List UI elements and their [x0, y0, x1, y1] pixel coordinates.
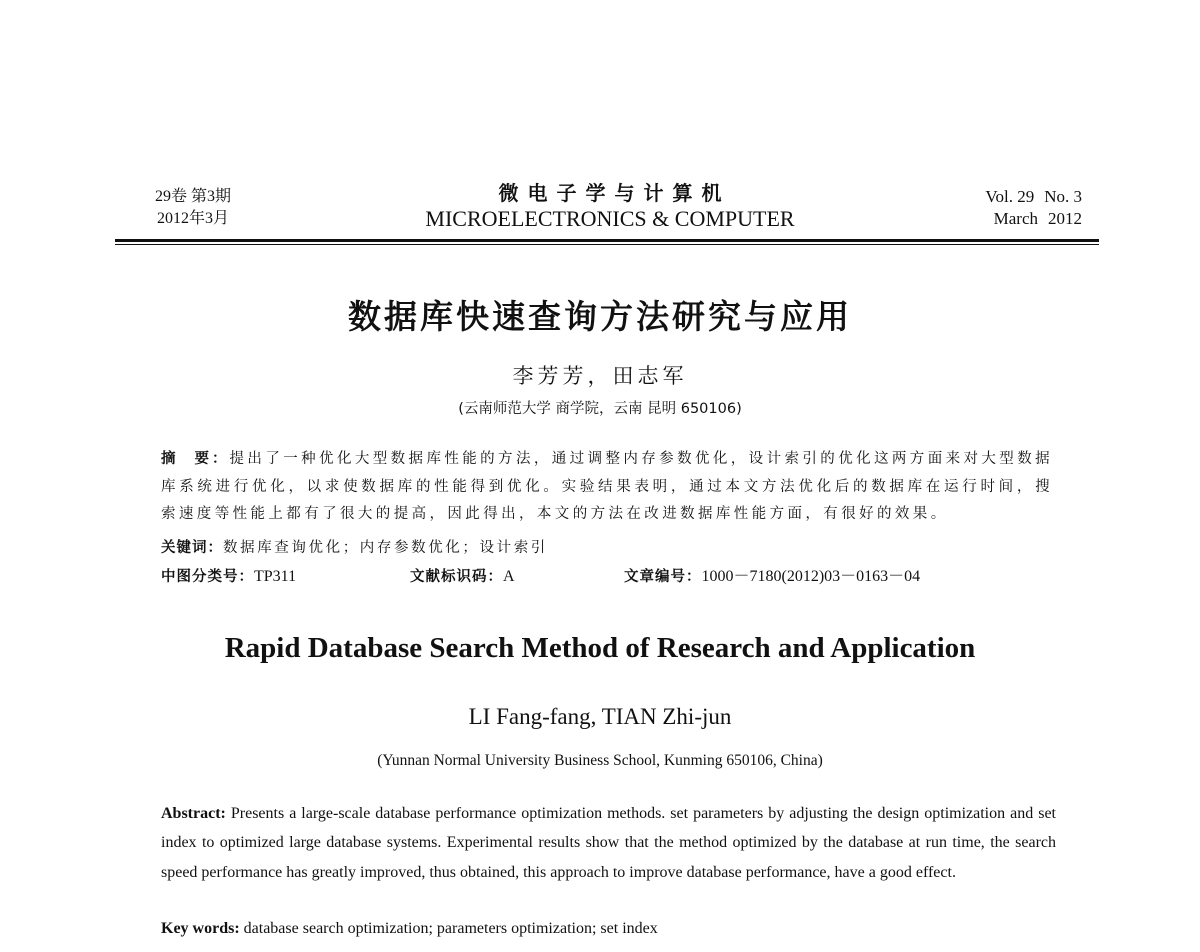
header-rule-thin [115, 244, 1099, 245]
volume-en: Vol. 29 [985, 187, 1035, 206]
clc-number [161, 566, 296, 588]
date-cn: 2012年3月 [156, 210, 229, 227]
clc-value: TP311 [254, 568, 297, 585]
article-number-value: 1000－7180(2012)03－0163－04 [701, 568, 921, 585]
keywords-text-en: database search optimization; parameters optimization; set index [239, 920, 658, 937]
abstract-label-cn: 摘 要： [161, 451, 230, 467]
affiliation-cn: (云南师范大学 商学院，云南 昆明 650106) [458, 401, 742, 417]
running-header-left [133, 186, 253, 230]
article-number-label: 文章编号： [624, 569, 702, 585]
keywords-en [161, 917, 658, 941]
header-rule-thick [115, 239, 1099, 242]
running-header-right [985, 186, 1082, 230]
volume-issue-cn: 29卷 第3期 [154, 188, 231, 205]
journal-name-en: MICROELECTRONICS & COMPUTER [425, 206, 795, 231]
authors-en: LI Fang-fang, TIAN Zhi-jun [468, 704, 732, 729]
paper-title-cn: 数据库快速查询方法研究与应用 [348, 297, 852, 336]
clc-label: 中图分类号： [161, 569, 254, 585]
document-code-label: 文献标识码： [410, 569, 503, 585]
abstract-en [161, 799, 1056, 887]
affiliation-en: (Yunnan Normal University Business School, Kunming 650106, China) [377, 752, 823, 769]
authors-cn: 李芳芳，田志军 [512, 364, 688, 388]
document-code-value: A [503, 568, 515, 585]
paper-title-en: Rapid Database Search Method of Research and Application [224, 632, 976, 664]
journal-name-cn: 微电子学与计算机 [498, 181, 731, 205]
article-number [624, 566, 920, 588]
keywords-cn [161, 537, 548, 559]
keywords-label-en: Key words: [161, 920, 240, 937]
document-code [410, 566, 515, 588]
month-en: March [993, 209, 1038, 228]
abstract-label-en: Abstract: [161, 805, 226, 822]
keywords-text-cn: 数据库查询优化；内存参数优化；设计索引 [223, 540, 548, 556]
year-en: 2012 [1048, 209, 1082, 228]
abstract-text-en: Presents a large-scale database performance optimization methods. set parameters by adjusting the design optimization and set index to optimized large database systems. Experimental results show that the method optimized by the database at run time, the search speed performance has greatly improved, thus obtained, this approach to improve database performance, have a good effect. [161, 805, 1056, 881]
abstract-cn [161, 446, 1053, 529]
running-header-journal [400, 180, 820, 232]
issue-en: No. 3 [1044, 187, 1082, 206]
keywords-label-cn: 关键词： [161, 540, 223, 556]
abstract-text-cn: 提出了一种优化大型数据库性能的方法，通过调整内存参数优化，设计索引的优化这两方面来对大型数据库系统进行优化，以求使数据库的性能得到优化。实验结果表明，通过本文方法优化后的数据库在运行时间，搜索速度等性能上都有了很大的提高，因此得出，本文的方法在改进数据库性能方面，有很好的效果。 [161, 451, 1054, 522]
